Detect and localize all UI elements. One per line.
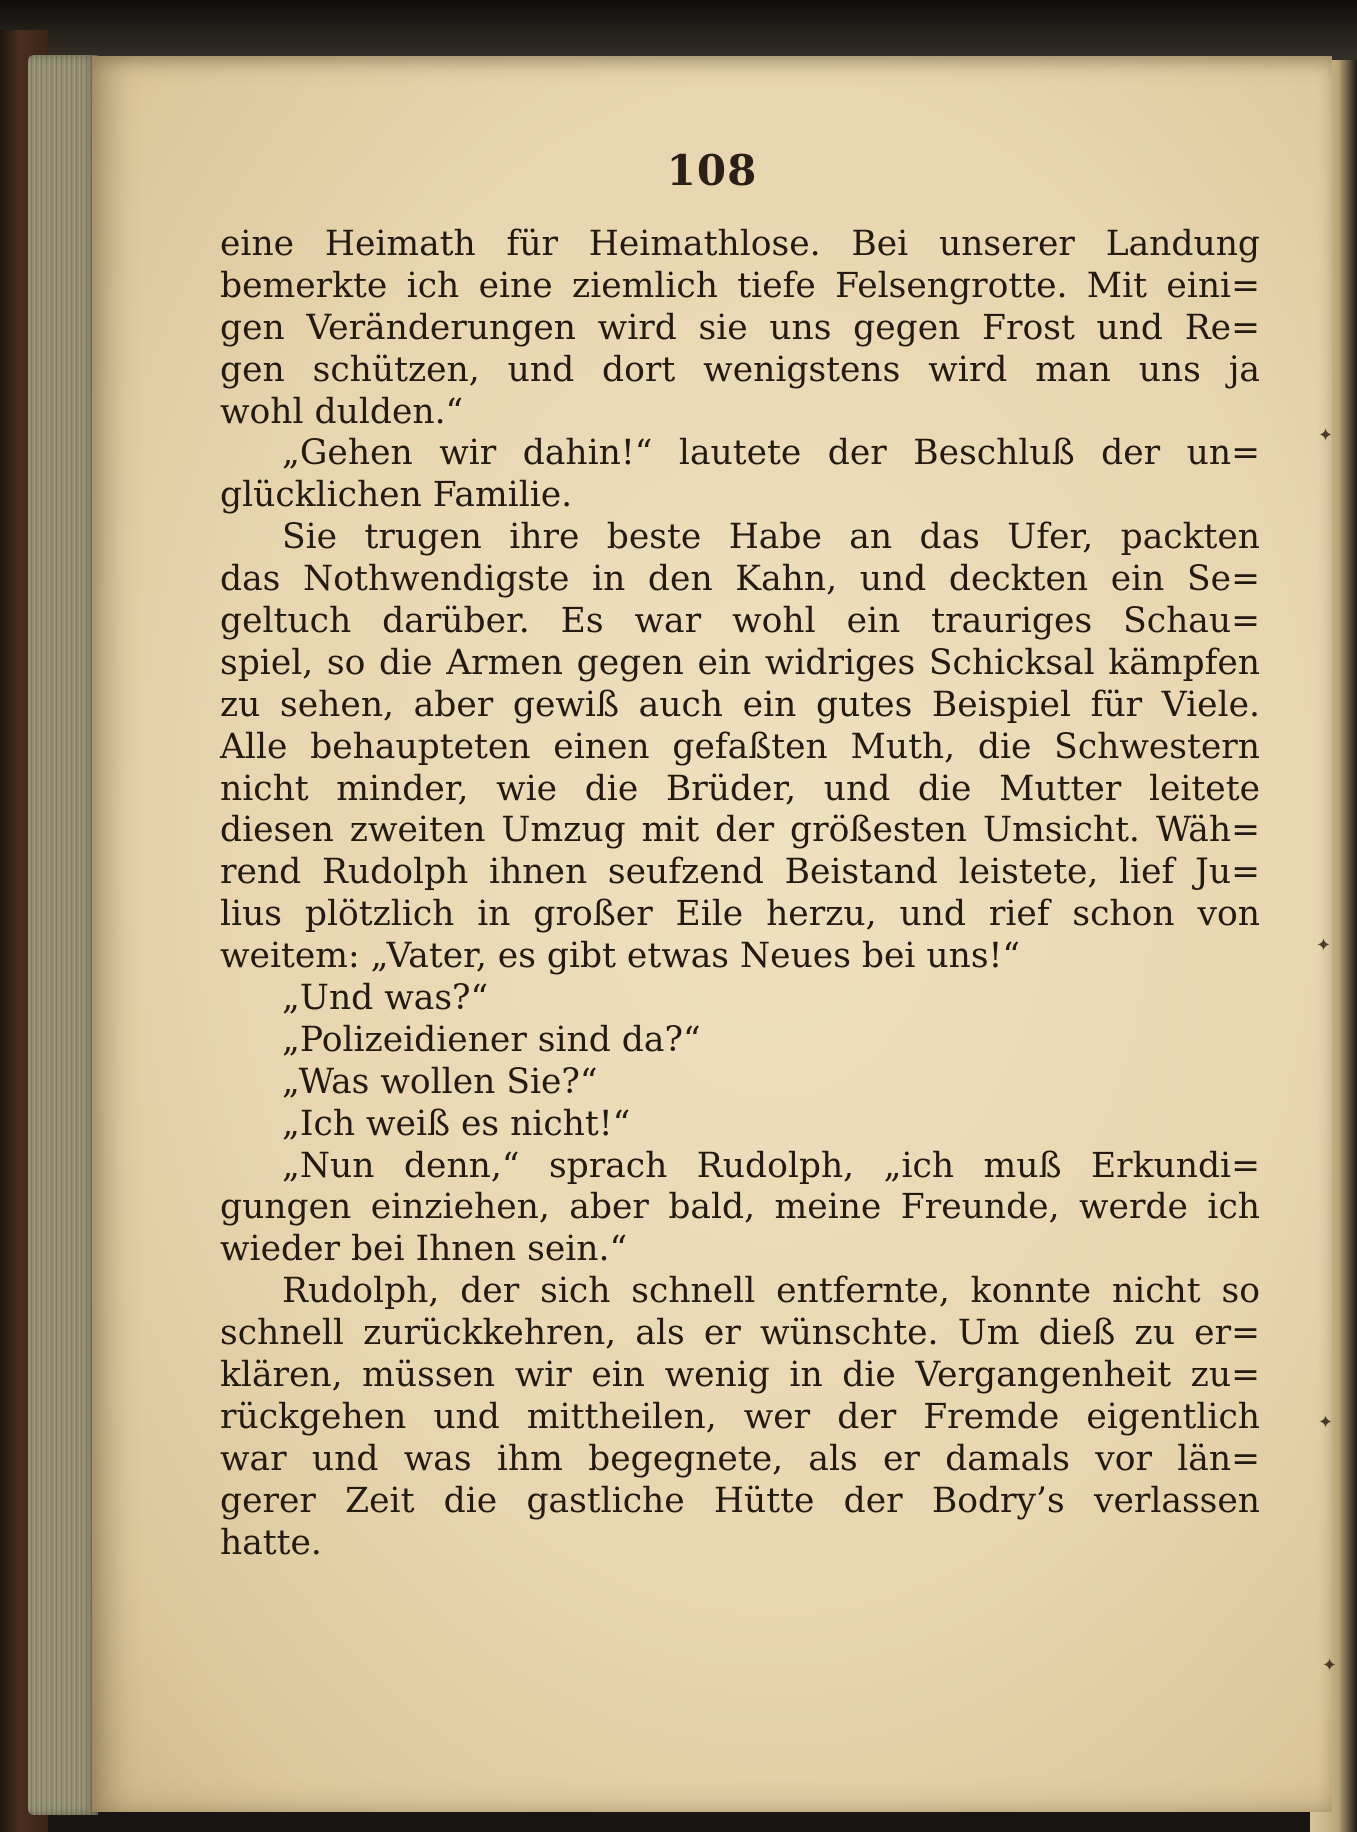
text-line: das Nothwendigste in den Kahn, und deckten ein Se= [220, 559, 1260, 600]
text-line: Alle behaupteten einen gefaßten Muth, die Schwestern [220, 726, 1260, 767]
text-line: bemerkte ich eine ziemlich tiefe Felsengrotte. Mit eini= [220, 265, 1260, 306]
text-line: Rudolph, der sich schnell entfernte, konnte nicht so [282, 1271, 1260, 1312]
text-line: lius plötzlich in großer Eile herzu, und rief schon von [220, 894, 1260, 935]
text-line: diesen zweiten Umzug mit der größesten Umsicht. Wäh= [220, 810, 1260, 851]
text-line: nicht minder, wie die Brüder, und die Mutter leitete [220, 768, 1260, 809]
text-line: rückgehen und mittheilen, wer der Fremde eigentlich [220, 1396, 1260, 1437]
text-line: schnell zurückkehren, als er wünschte. Um dieß zu er= [220, 1313, 1260, 1354]
text-line: gen Veränderungen wird sie uns gegen Frost und Re= [220, 307, 1260, 348]
text-line: „Was wollen Sie?“ [282, 1061, 598, 1102]
text-line: wohl dulden.“ [220, 391, 464, 432]
body-text [220, 224, 1260, 1565]
text-line: Sie trugen ihre beste Habe an das Ufer, packten [282, 517, 1260, 558]
text-line: „Nun denn,“ sprach Rudolph, „ich muß Erkundi= [282, 1145, 1260, 1186]
text-line: „Ich weiß es nicht!“ [282, 1103, 631, 1144]
text-line: klären, müssen wir ein wenig in die Vergangenheit zu= [220, 1355, 1260, 1396]
text-line: eine Heimath für Heimathlose. Bei unserer Landung [220, 224, 1260, 264]
text-line: rend Rudolph ihnen seufzend Beistand leistete, lief Ju= [220, 852, 1260, 893]
margin-mark: ✦ [1318, 1412, 1334, 1433]
text-line: gungen einziehen, aber bald, meine Freunde, werde ich [220, 1187, 1260, 1228]
text-line: wieder bei Ihnen sein.“ [220, 1229, 628, 1270]
page-number: 108 [666, 146, 758, 195]
text-line: „Gehen wir dahin!“ lautete der Beschluß der un= [282, 433, 1260, 474]
text-line: spiel, so die Armen gegen ein widriges Schicksal kämpfen [220, 642, 1260, 683]
text-line: „Und was?“ [282, 978, 489, 1019]
margin-mark: ✦ [1322, 1655, 1338, 1676]
book-page [92, 56, 1332, 1812]
text-line: war und was ihm begegnete, als er damals vor län= [220, 1438, 1260, 1479]
margin-mark: ✦ [1316, 935, 1332, 956]
text-line: glücklichen Familie. [220, 475, 573, 516]
margin-mark: ✦ [1318, 425, 1334, 446]
text-line: „Polizeidiener sind da?“ [282, 1019, 701, 1060]
text-line: weitem: „Vater, es gibt etwas Neues bei uns!“ [220, 936, 1021, 977]
text-line: zu sehen, aber gewiß auch ein gutes Beispiel für Viele. [220, 684, 1260, 725]
page-stack-edges [28, 55, 98, 1815]
text-line: geltuch darüber. Es war wohl ein trauriges Schau= [220, 601, 1260, 642]
text-line: gerer Zeit die gastliche Hütte der Bodry’s verlassen [220, 1480, 1260, 1521]
text-line: gen schützen, und dort wenigstens wird man uns ja [220, 349, 1260, 390]
text-line: hatte. [220, 1522, 322, 1563]
